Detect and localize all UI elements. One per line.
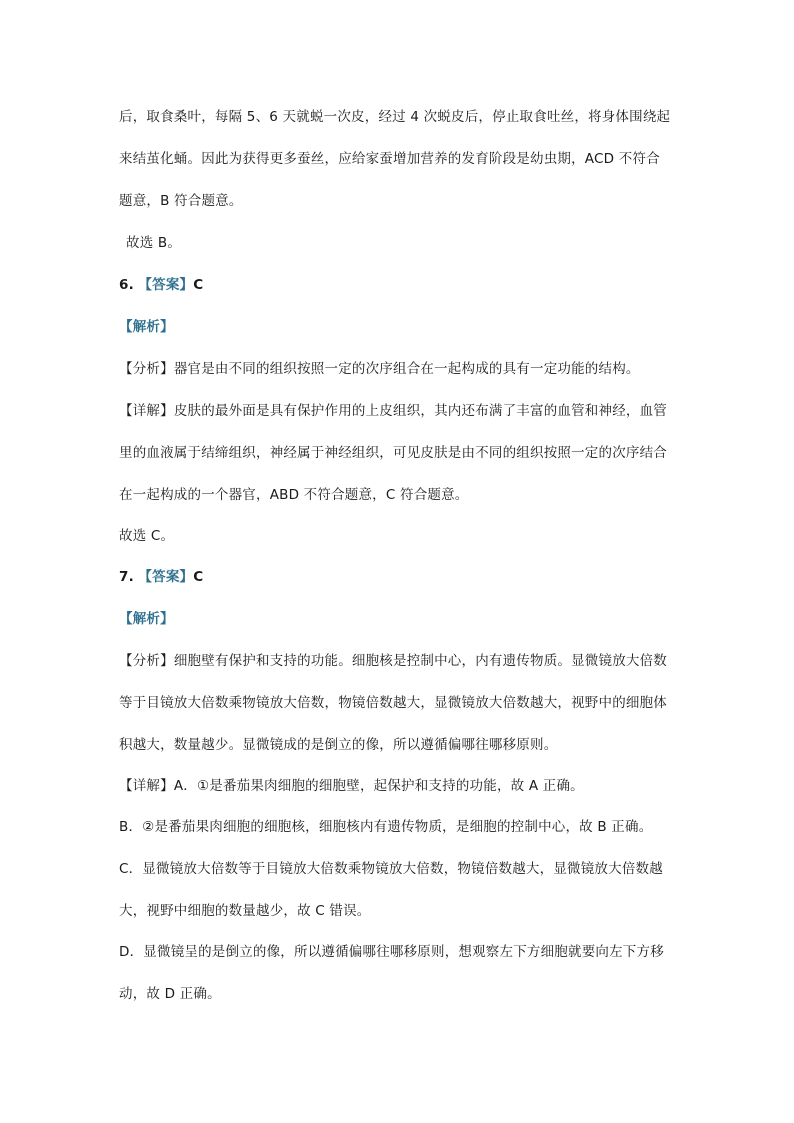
analysis-heading xyxy=(119,610,174,628)
analysis-heading xyxy=(119,318,174,336)
fenxi-line xyxy=(119,360,640,378)
paragraph-line: 题意，B 符合题意。 xyxy=(119,193,243,209)
answer-value: C xyxy=(193,569,204,585)
paragraph-line: 动，故 D 正确。 xyxy=(119,986,221,1002)
option-c-line: C．显微镜放大倍数等于目镜放大倍数乘物镜放大倍数，物镜倍数越大，显微镜放大倍数越 xyxy=(119,861,663,877)
option-d-line: D．显微镜呈的是倒立的像，所以遵循偏哪往哪移原则，想观察左下方细胞就要向左下方移 xyxy=(119,944,664,960)
xiangjie-line xyxy=(119,777,584,795)
paragraph-line: 大，视野中细胞的数量越少，故 C 错误。 xyxy=(119,903,371,919)
analysis-tag: 【解析】 xyxy=(119,611,174,627)
option-a-text: A．①是番茄果肉细胞的细胞壁，起保护和支持的功能，故 A 正确。 xyxy=(173,778,584,794)
answer-value: C xyxy=(193,277,204,293)
fenxi-line xyxy=(119,652,667,670)
xiangjie-line xyxy=(119,402,667,420)
fenxi-text: 细胞壁有保护和支持的功能。细胞核是控制中心，内有遗传物质。显微镜放大倍数 xyxy=(173,653,668,669)
question-7-header xyxy=(119,568,203,586)
conclusion-line: 故选 C。 xyxy=(119,528,175,544)
paragraph-line: 等于目镜放大倍数乘物镜放大倍数，物镜倍数越大，显微镜放大倍数越大，视野中的细胞体 xyxy=(119,695,667,711)
answer-tag: 【答案】 xyxy=(138,277,194,293)
xiangjie-tag: 【详解】 xyxy=(119,403,174,419)
question-number: 7. xyxy=(119,569,134,585)
xiangjie-text: 皮肤的最外面是具有保护作用的上皮组织，其内还布满了丰富的血管和神经，血管 xyxy=(173,403,668,419)
fenxi-text: 器官是由不同的组织按照一定的次序组合在一起构成的具有一定功能的结构。 xyxy=(173,361,640,377)
question-number: 6. xyxy=(119,277,134,293)
paragraph-line: 在一起构成的一个器官，ABD 不符合题意，C 符合题意。 xyxy=(119,487,469,503)
xiangjie-tag: 【详解】 xyxy=(119,778,174,794)
conclusion-line: 故选 B。 xyxy=(126,235,182,251)
fenxi-tag: 【分析】 xyxy=(119,361,174,377)
fenxi-tag: 【分析】 xyxy=(119,653,174,669)
paragraph-line: 后，取食桑叶，每隔 5、6 天就蜕一次皮，经过 4 次蜕皮后，停止取食吐丝，将身体围绕起 xyxy=(119,109,671,125)
answer-tag: 【答案】 xyxy=(138,569,194,585)
paragraph-line: 里的血液属于结缔组织，神经属于神经组织，可见皮肤是由不同的组织按照一定的次序结合 xyxy=(119,445,667,461)
option-b-line: B．②是番茄果肉细胞的细胞核，细胞核内有遗传物质，是细胞的控制中心，故 B 正确。 xyxy=(119,819,653,835)
paragraph-line: 积越大，数量越少。显微镜成的是倒立的像，所以遵循偏哪往哪移原则。 xyxy=(119,737,558,753)
analysis-tag: 【解析】 xyxy=(119,319,174,335)
question-6-header xyxy=(119,276,203,294)
paragraph-line: 来结茧化蛹。因此为获得更多蚕丝，应给家蚕增加营养的发育阶段是幼虫期，ACD 不符合 xyxy=(119,151,660,167)
